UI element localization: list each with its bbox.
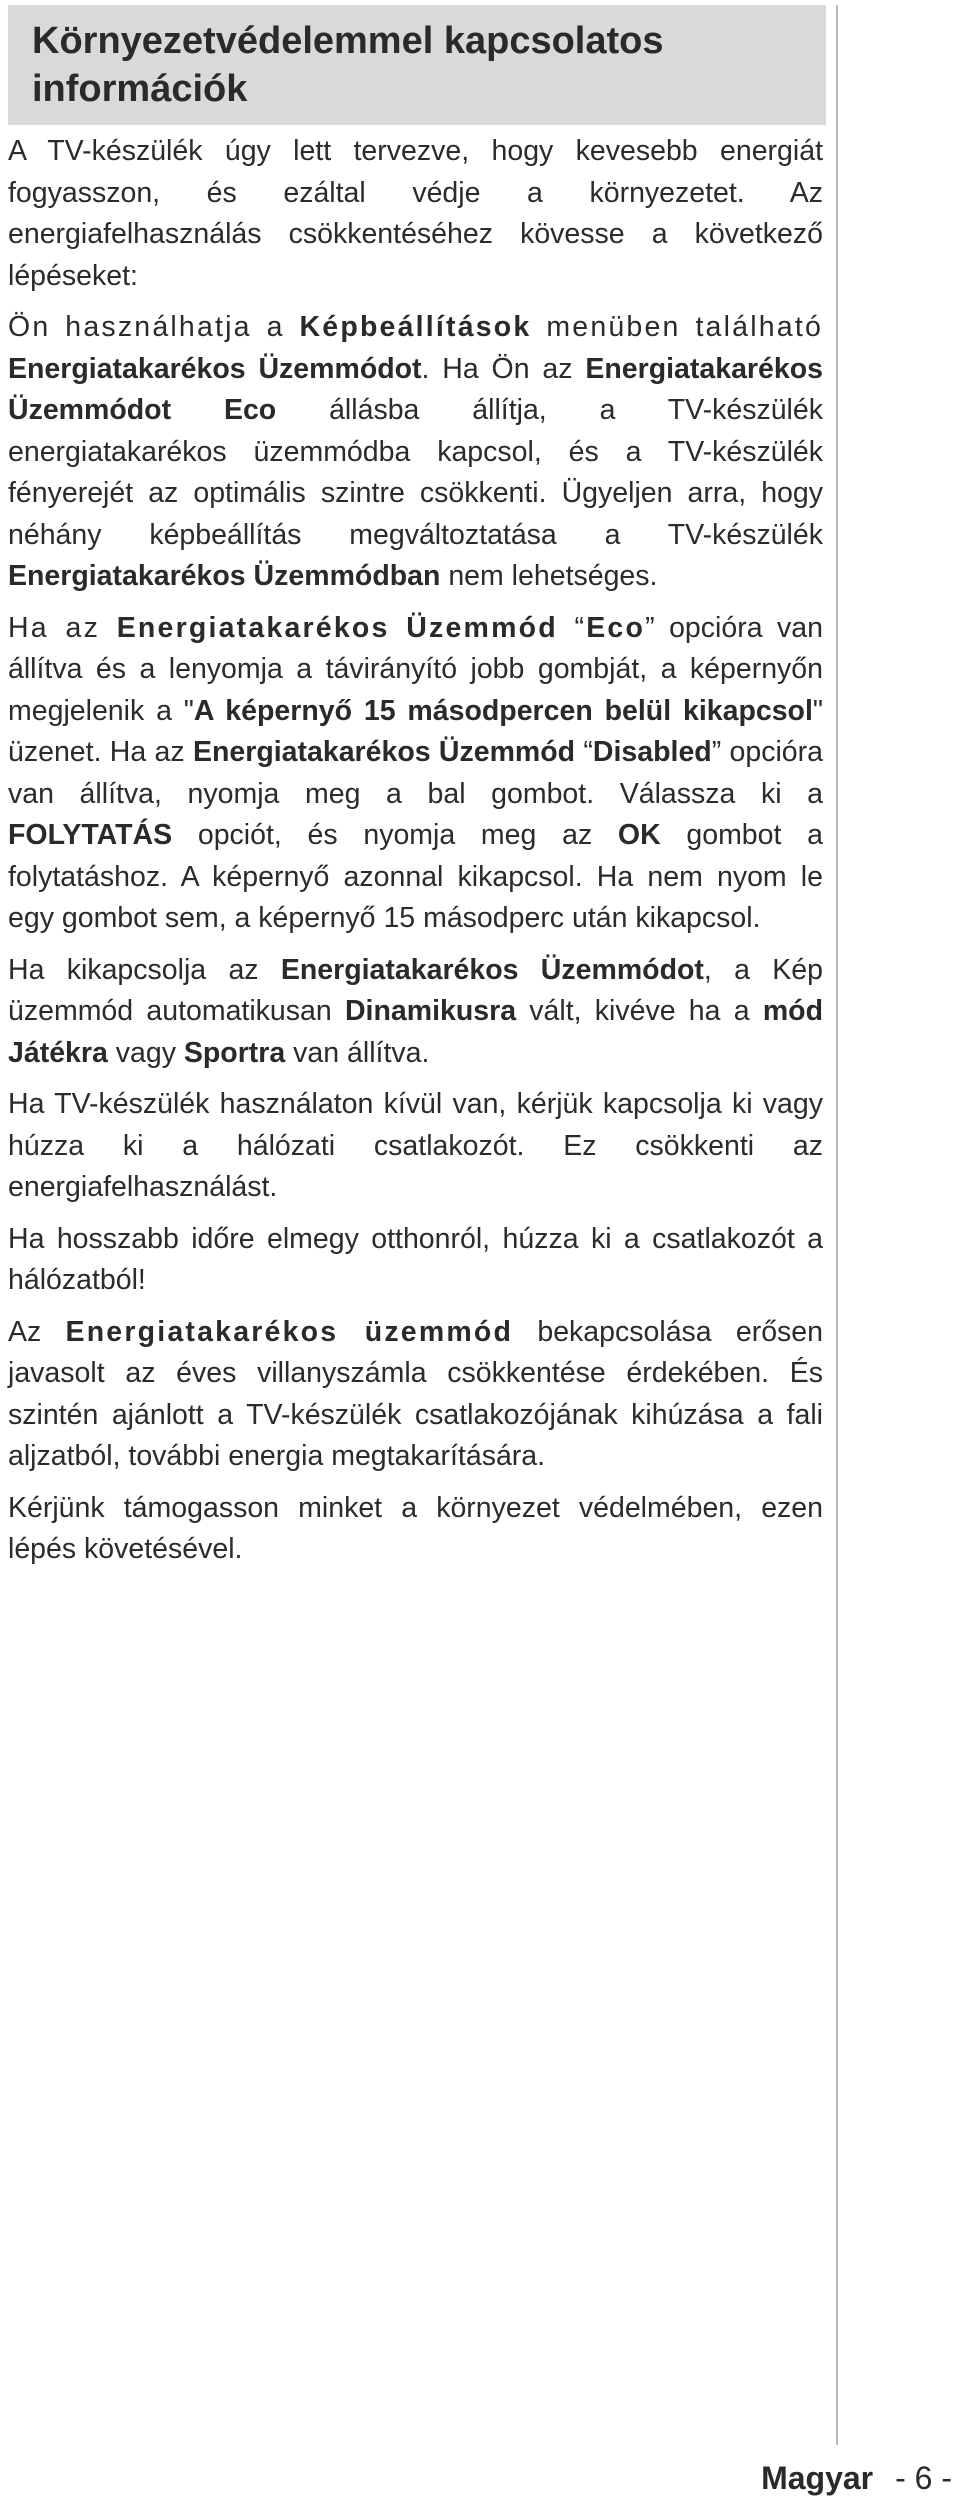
section-header [8,5,826,125]
paragraph-eco-mode [8,307,823,598]
bold-text: Képbeállítások [299,311,532,343]
paragraph-screen-off [8,608,823,940]
column-divider [836,5,838,2445]
paragraph-picture-mode [8,950,823,1075]
bold-text: Energiatakarékos Üzemmódot Eco [8,352,823,426]
text-run: van állítva. [285,1036,430,1069]
text-run: , a Kép üzemmód automatikusan [8,953,823,1027]
text-run: állásba állítja, a TV-készülék energiatakarékos üzemmódba kapcsol, és a TV-készülék fényerejét az optimális szintre csökkenti. Ügyeljen arra, hogy néhány képbeállítás megváltoztatása a TV-készülék [8,394,823,551]
bold-text: Eco [586,611,646,644]
text-run: " üzenet. Ha az [8,694,823,768]
paragraph-unplug: Ha TV-készülék használaton kívül van, kérjük kapcsolja ki vagy húzza ki a hálózati csatlakozót. Ez csökkenti az energiafelhasználást. [8,1088,823,1203]
bold-text: Energiatakarékos Üzemmódban [8,560,441,592]
text-run: . Ha Ön az [421,352,586,385]
text-run: ” opcióra van állítva, nyomja meg a bal gombot. Válassza ki a [8,736,823,810]
paragraph-intro: A TV-készülék úgy lett tervezve, hogy kevesebb energiát fogyasszon, és ezáltal védje a környezetet. Az energiafelhasználás csökkentéséhez kövesse a következő lépéseket: [8,135,823,292]
text-run: vált, kivéve ha a [516,995,763,1027]
bold-text: OK [617,819,661,851]
text-run: bekapcsolása erősen javasolt az éves villanyszámla csökkentése érdekében. És szintén ajánlott a TV-készülék csatlakozójának kihúzása a fali aljzatból, további energia megtakarítására. [8,1315,823,1472]
paragraph-closing: Kérjünk támogasson minket a környezet védelmében, ezen lépés követésével. [8,1491,823,1565]
text-run: “ [557,611,587,644]
paragraph-recommendation [8,1312,823,1478]
bold-text: A képernyő 15 másodpercen belül kikapcsol [193,694,813,727]
bold-text: Sportra [183,1036,286,1069]
text-run: menüben található [531,311,823,343]
text-run: Az [8,1315,66,1348]
bold-text: FOLYTATÁS [8,819,173,851]
text-run: “ [575,736,593,768]
bold-text: Energiatakarékos Üzemmód [192,736,576,768]
footer-language: Magyar [761,2460,874,2496]
bold-text: Energiatakarékos Üzemmód [116,611,558,644]
text-run: Ha kikapcsolja az [8,953,281,986]
bold-text: Energiatakarékos üzemmód [65,1315,514,1348]
page-footer [761,2460,952,2497]
bold-text: Disabled [592,736,712,768]
section-title: Környezetvédelemmel kapcsolatos információk [32,20,664,110]
text-run: Ha az [8,611,117,644]
page-number: - 6 - [895,2460,952,2496]
paragraph-away: Ha hosszabb időre elmegy otthonról, húzza ki a csatlakozót a hálózatból! [8,1222,823,1296]
text-run: Ön használhatja a [8,311,300,343]
text-run: gombot a folytatáshoz. A képernyő azonnal kikapcsol. Ha nem nyom le egy gombot sem, a képernyő 15 másodperc után kikapcsol. [8,819,823,934]
bold-text: Energiatakarékos Üzemmódot [280,953,704,986]
text-run: opciót, és nyomja meg az [172,819,618,851]
text-run: nem lehetséges. [440,560,658,592]
text-run: ” opcióra van állítva és a lenyomja a távirányító jobb gombját, a képernyőn megjelenik a " [8,611,823,727]
bold-text: mód Játékra [8,995,823,1069]
bold-text: Dinamikusra [344,995,517,1027]
content-column [8,5,823,1581]
bold-text: Energiatakarékos Üzemmódot [8,352,422,385]
text-run: vagy [107,1036,184,1069]
